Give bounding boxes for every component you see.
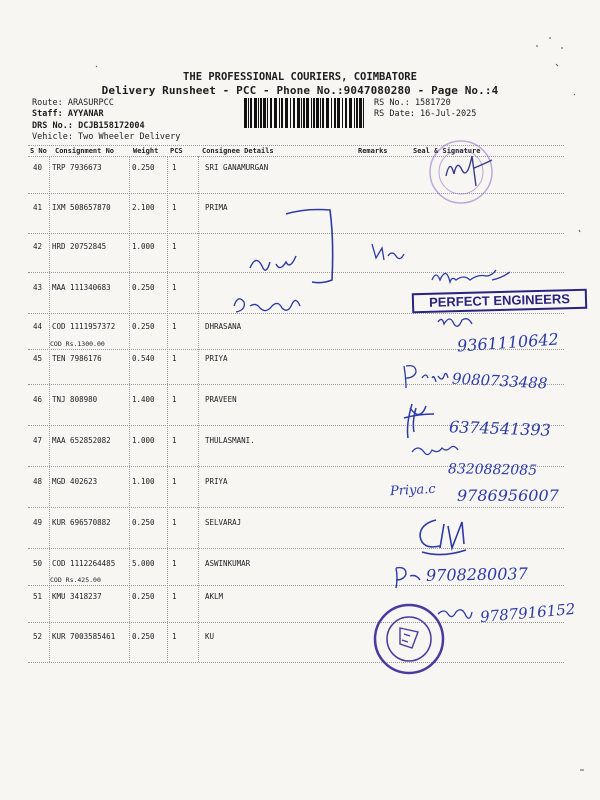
drs-number: DCJB158172004 [78,121,145,131]
barcode-bar [306,98,309,128]
column-divider [49,156,50,662]
barcode-bar [250,98,252,128]
barcode-bar [244,98,247,128]
row-consignment: MAA 111340683 [52,283,111,292]
perfect-engineers-stamp: PERFECT ENGINEERS [412,289,587,314]
header-top-rule [28,145,564,146]
col-remarks: Remarks [358,147,388,155]
row-consignment: IXM 508657870 [52,203,111,212]
barcode-bar [254,98,257,128]
row-sno: 52 [33,632,43,641]
row-consignee: THULASMANI. [205,436,255,445]
row-weight: 0.540 [132,354,155,363]
signature-icon [412,446,458,454]
handwritten-phone-4: 8320882085 [447,461,538,479]
row-rule [28,272,564,273]
row-weight: 0.250 [132,163,155,172]
col-pcs: PCS [170,147,183,155]
row-sno: 41 [33,203,43,212]
perfect-signature-icon [234,299,300,312]
row-consignment: KUR 7003585461 [52,632,116,641]
row-consignee: DHRASANA [205,322,242,331]
row-weight: 0.250 [132,322,155,331]
barcode-bar [331,98,332,128]
barcode [244,98,368,128]
row-sno: 48 [33,477,43,486]
row-weight: 0.250 [132,592,155,601]
barcode-bar [359,98,362,128]
row-pcs: 1 [172,592,177,601]
barcode-bar [267,98,268,128]
row-weight: 1.100 [132,477,155,486]
barcode-bar [320,98,321,128]
row-sno: 40 [33,163,43,172]
row-pcs: 1 [172,163,177,172]
row-consignee: PRIYA [205,354,228,363]
row-consignment: COD 1112264485 [52,559,116,568]
row-consignee: SRI GANAMURGAN [205,163,269,172]
barcode-bar [356,98,358,128]
row-pcs: 1 [172,395,177,404]
barcode-bar [342,98,343,128]
row-sno: 47 [33,436,43,445]
handwritten-phone-6: 9708280037 [425,564,528,585]
row-consignee: PRAVEEN [205,395,237,404]
row-sno: 42 [33,242,43,251]
drs-line [32,121,145,131]
row-consignee: PRIMA [205,203,228,212]
row-weight: 5.000 [132,559,155,568]
row-consignee: AKLM [205,592,224,601]
barcode-bar [316,98,319,128]
row-consignment: TRP 7936673 [52,163,102,172]
barcode-bar [293,98,295,128]
barcode-bar [258,98,259,128]
col-consignee: Consignee Details [202,147,274,155]
barcode-bar [248,98,249,128]
row-rule [28,193,564,194]
row-weight: 1.000 [132,436,155,445]
rs-date: RS Date: 16-Jul-2025 [374,109,477,119]
row-rule [28,662,564,663]
row-rule [28,585,564,586]
barcode-bar [354,98,355,128]
row-rule [28,548,564,549]
row-weight: 0.250 [132,632,155,641]
barcode-bar [313,98,315,128]
barcode-bar [290,98,291,128]
header-bottom-rule [28,156,564,157]
row-sno: 46 [33,395,43,404]
row-sno: 51 [33,592,43,601]
barcode-bar [349,98,352,128]
column-divider [129,156,130,662]
row-consignee: SELVARAJ [205,518,242,527]
row-weight: 0.250 [132,283,155,292]
row-pcs: 1 [172,518,177,527]
signature-icon [404,404,434,438]
row-consignee: ASWINKUMAR [205,559,251,568]
row-pcs: 1 [172,242,177,251]
row-rule [28,233,564,234]
staff-line [32,109,104,119]
staff-name: AYYANAR [67,109,104,119]
barcode-bar [285,98,288,128]
handwritten-phone-3: 6374541393 [448,417,552,440]
row-consignee: KU [205,632,215,641]
rs-number: RS No.: 1581720 [374,98,451,108]
barcode-bar [260,98,262,128]
barcode-bar [337,98,340,128]
row-sno: 49 [33,518,43,527]
col-weight: Weight [133,147,159,155]
row-pcs: 1 [172,436,177,445]
row-pcs: 1 [172,354,177,363]
route: Route: ARASURPCC [32,98,114,108]
runsheet-subtitle: Delivery Runsheet - PCC - Phone No.:9047080280 - Page No.:4 [101,84,499,97]
company-title: THE PROFESSIONAL COURIERS, COIMBATORE [183,71,417,83]
row-pcs: 1 [172,632,177,641]
handwritten-phone-7: 9787916152 [479,599,577,627]
column-divider [167,156,168,662]
row-sno: 44 [33,322,43,331]
barcode-bar [363,98,364,128]
col-consignment: Consignment No [55,147,115,155]
vehicle: Vehicle: Two Wheeler Delivery [32,132,181,142]
initials-icon [250,256,296,270]
barcode-bar [301,98,302,128]
barcode-bar [274,98,277,128]
row-pcs: 1 [172,322,177,331]
barcode-bar [322,98,324,128]
row-cod-amount: COD Rs.425.00 [50,576,101,584]
row-pcs: 1 [172,477,177,486]
barcode-bar [281,98,283,128]
row-consignment: KMU 3418237 [52,592,102,601]
row-pcs: 1 [172,283,177,292]
col-sno: S No [30,147,47,155]
handwritten-phone-5: 9786956007 [457,486,559,505]
barcode-bar [345,98,347,128]
row-sno: 50 [33,559,43,568]
row-sno: 43 [33,283,43,292]
row-pcs: 1 [172,559,177,568]
row-weight: 2.100 [132,203,155,212]
barcode-bar [326,98,329,128]
row-pcs: 1 [172,203,177,212]
signature-icon [438,319,472,327]
row-consignee: PRIYA [205,477,228,486]
row-consignment: HRD 20752845 [52,242,107,251]
row-weight: 0.250 [132,518,155,527]
row-rule [28,507,564,508]
signature-icon [446,156,492,186]
signature-icon [438,610,472,619]
handwritten-phone-1: 9361110642 [456,329,560,356]
drs-label: DRS No.: [32,121,73,131]
barcode-bar [270,98,272,128]
row-consignment: MGD 402623 [52,477,98,486]
handwritten-name: Priya.c [389,481,437,500]
row-rule [28,313,564,314]
barcode-bar [334,98,336,128]
row-consignment: KUR 696570882 [52,518,111,527]
row-consignment: TEN 7986176 [52,354,102,363]
barcode-bar [297,98,300,128]
staff-label: Staff: [32,109,63,119]
barcode-bar [263,98,266,128]
row-cod-amount: COD Rs.1300.00 [50,340,105,348]
row-consignment: TNJ 808980 [52,395,98,404]
row-consignment: COD 1111957372 [52,322,116,331]
col-seal: Seal & Signature [413,147,481,155]
column-divider [198,156,199,662]
signature-icon [420,520,466,555]
barcode-bar [303,98,305,128]
row-consignment: MAA 652852082 [52,436,111,445]
row-weight: 1.400 [132,395,155,404]
barcode-bar [279,98,280,128]
row-weight: 1.000 [132,242,155,251]
handwritten-phone-2: 9080733488 [451,369,548,393]
barcode-bar [311,98,312,128]
mv-note-icon [372,244,404,260]
row-sno: 45 [33,354,43,363]
